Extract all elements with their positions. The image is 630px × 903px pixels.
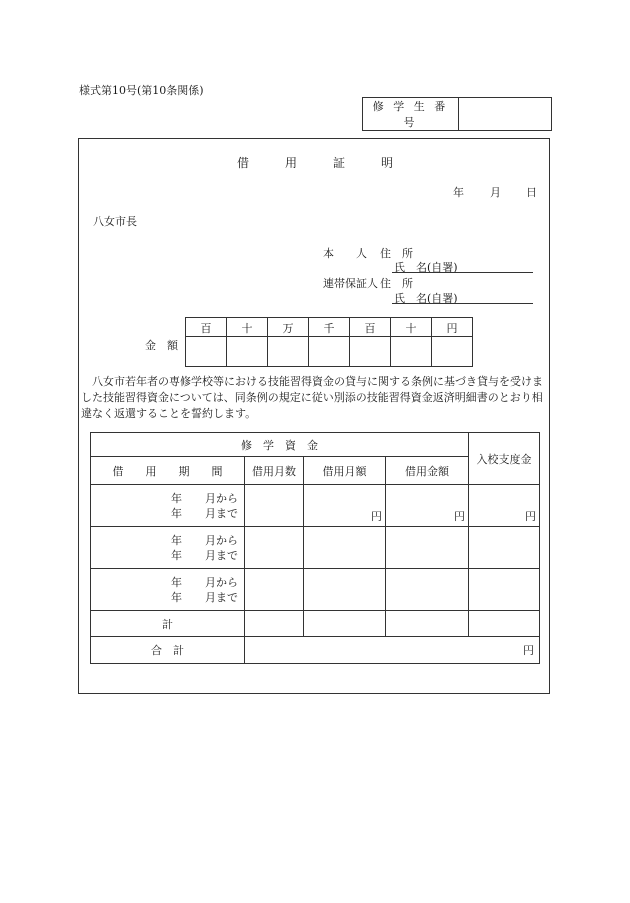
admission-cell[interactable] [469,569,540,611]
months-cell[interactable] [245,569,304,611]
yen-unit: 円 [523,644,534,657]
subtotal-total-cell[interactable] [386,611,469,637]
table-row [91,485,540,527]
grand-total-row [91,637,540,664]
amount-digit-cell[interactable] [350,337,391,367]
period-cell[interactable] [91,569,245,611]
admission-cell[interactable] [469,485,540,527]
borrower-name-label: 氏 名(自署) [394,261,458,274]
guarantor-address-label: 住 所 [380,277,413,290]
borrower-role: 本 人 [323,247,367,260]
header-months: 借用月数 [245,457,304,485]
table-row [91,527,540,569]
form-number-label: 様式第10号(第10条関係) [79,84,204,97]
amount-digit-cell[interactable] [309,337,350,367]
amount-digit-cell[interactable] [432,337,473,367]
subtotal-admission-cell[interactable] [469,611,540,637]
admission-header: 入校支度金 [469,433,540,485]
addressee: 八女市長 [93,215,137,228]
grand-total-label: 合 計 [91,637,245,664]
period-to-text: 月まで [205,506,238,520]
total-cell[interactable] [386,569,469,611]
title-char: 用 [284,156,297,170]
amount-digit-cell[interactable] [268,337,309,367]
amount-label: 金 額 [145,339,178,352]
borrower-address-label: 住 所 [380,247,413,260]
admission-cell[interactable] [469,527,540,569]
subtotal-monthly-cell[interactable] [304,611,386,637]
amount-unit: 万 [268,318,309,337]
oath-text: 八女市若年者の専修学校等における技能習得資金の貸与に関する条例に基づき貸与を受けました技能習得資金については、同条例の規定に従い別添の技能習得資金返済明細書のとおり相違なく返還することを誓約します。 [81,375,543,420]
title-char: 明 [380,156,393,170]
monthly-cell[interactable] [304,527,386,569]
group-header: 修 学 資 金 [91,433,469,457]
yen-unit: 円 [525,510,536,523]
date-day: 日 [526,186,537,199]
period-from-text: 月から [205,533,238,547]
total-cell[interactable] [386,485,469,527]
period-from-year: 年 [171,491,182,505]
period-from-year: 年 [171,575,182,589]
student-number-box [362,97,552,131]
document-title [0,154,630,171]
date-month: 月 [490,186,501,199]
period-from-text: 月から [205,575,238,589]
period-to-text: 月まで [205,590,238,604]
amount-unit: 千 [309,318,350,337]
borrower-signature-line[interactable] [392,272,533,273]
amount-unit: 円 [432,318,473,337]
amount-unit: 十 [227,318,268,337]
amount-digit-cell[interactable] [391,337,432,367]
period-from-text: 月から [205,491,238,505]
period-to-text: 月まで [205,548,238,562]
yen-unit: 円 [454,510,465,523]
subtotal-label: 計 [91,611,245,637]
grand-total-cell[interactable] [245,637,540,664]
student-number-field[interactable] [459,98,552,131]
guarantor-role: 連帯保証人 [323,277,378,290]
amount-digit-cell[interactable] [227,337,268,367]
monthly-cell[interactable] [304,485,386,527]
student-number-label: 修 学 生 番 号 [363,98,459,131]
amount-digit-cell[interactable] [186,337,227,367]
amount-unit: 百 [350,318,391,337]
guarantor-signature-line[interactable] [392,303,533,304]
total-cell[interactable] [386,527,469,569]
months-cell[interactable] [245,527,304,569]
subtotal-months-cell[interactable] [245,611,304,637]
months-cell[interactable] [245,485,304,527]
subtotal-row [91,611,540,637]
yen-unit: 円 [371,510,382,523]
title-char: 借 [236,156,249,170]
repayment-table [90,432,540,664]
header-monthly: 借用月額 [304,457,386,485]
header-total: 借用金額 [386,457,469,485]
period-to-year: 年 [171,590,182,604]
period-cell[interactable] [91,485,245,527]
period-to-year: 年 [171,548,182,562]
period-from-year: 年 [171,533,182,547]
amount-grid [185,317,473,367]
title-char: 証 [332,156,345,170]
period-to-year: 年 [171,506,182,520]
header-period: 借 用 期 間 [91,457,245,485]
amount-unit: 十 [391,318,432,337]
guarantor-name-label: 氏 名(自署) [394,292,458,305]
monthly-cell[interactable] [304,569,386,611]
date-year: 年 [453,186,464,199]
amount-unit: 百 [186,318,227,337]
table-row [91,569,540,611]
oath-statement [81,374,551,422]
period-cell[interactable] [91,527,245,569]
